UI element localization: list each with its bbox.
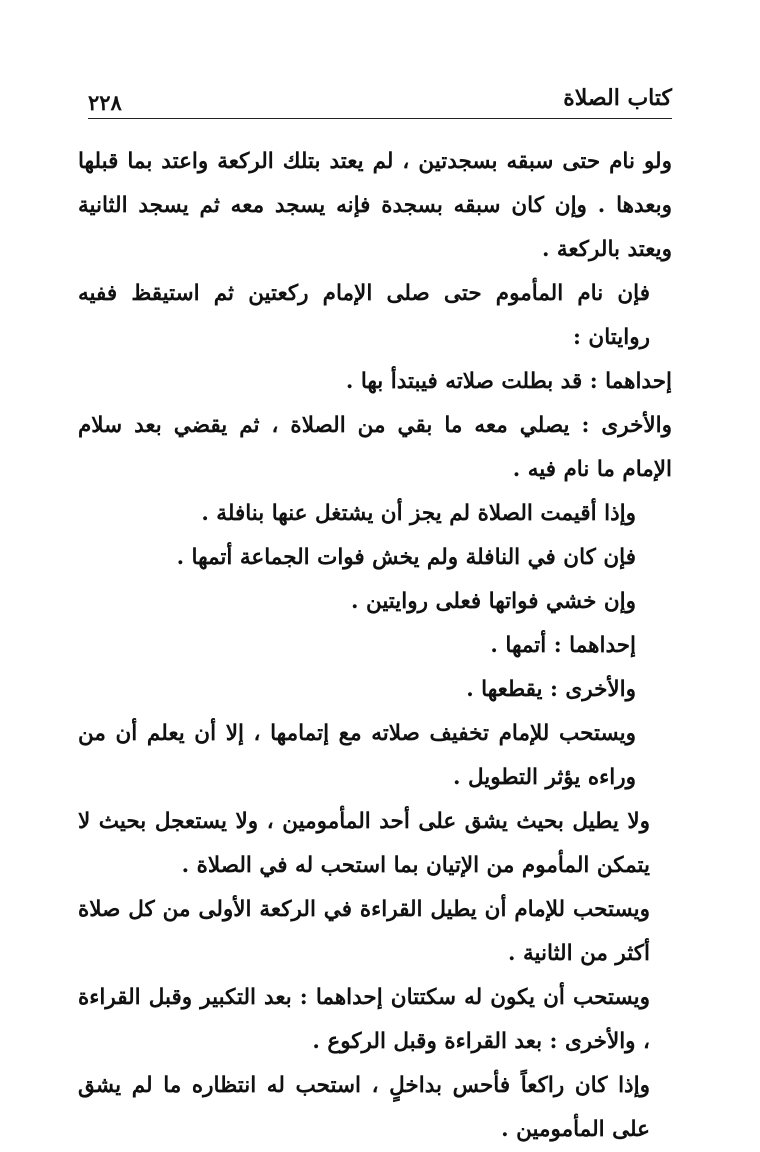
paragraph: وإن خشي فواتها فعلى روايتين .: [350, 589, 636, 614]
paragraph: والأخرى : يصلي معه ما بقي من الصلاة ، ثم يقضي بعد سلام الإمام ما نام فيه .: [78, 413, 672, 482]
paragraph: ويستحب للإمام أن يطيل القراءة في الركعة الأولى من كل صلاة أكثر من الثانية .: [78, 897, 650, 966]
running-title: كتاب الصلاة: [563, 85, 672, 111]
paragraph: إحداهما : أتمها .: [490, 633, 636, 658]
page-header: [88, 82, 672, 119]
body-text: [78, 140, 672, 1152]
page-number: ٢٢٨: [88, 90, 122, 115]
paragraph: والأخرى : يقطعها .: [466, 677, 636, 702]
paragraph: إحداهما : قد بطلت صلاته فيبتدأ بها .: [345, 369, 672, 394]
paragraph: ويستحب للإمام تخفيف صلاته مع إتمامها ، إلا أن يعلم أن من وراءه يؤثر التطويل .: [78, 721, 636, 790]
paragraph: ويستحب أن يكون له سكتتان إحداهما : بعد التكبير وقبل القراءة ، والأخرى : بعد القراءة وقبل الركوع .: [78, 985, 650, 1054]
paragraph: فإن كان في النافلة ولم يخش فوات الجماعة أتمها .: [176, 545, 636, 570]
paragraph: ولا يطيل بحيث يشق على أحد المأمومين ، ولا يستعجل بحيث لا يتمكن المأموم من الإتيان بما استحب له في الصلاة .: [78, 809, 650, 878]
paragraph: وإذا كان راكعاً فأحس بداخلٍ ، استحب له انتظاره ما لم يشق على المأمومين .: [78, 1073, 650, 1142]
paragraph: وإذا أقيمت الصلاة لم يجز أن يشتغل عنها بنافلة .: [201, 501, 636, 526]
paragraph: ولو نام حتى سبقه بسجدتين ، لم يعتد بتلك الركعة واعتد بما قبلها وبعدها . وإن كان سبقه بسجدة فإنه يسجد معه ثم يسجد الثانية ويعتد بالركعة .: [78, 149, 672, 262]
paragraph: فإن نام المأموم حتى صلى الإمام ركعتين ثم استيقظ ففيه روايتان :: [78, 281, 650, 350]
